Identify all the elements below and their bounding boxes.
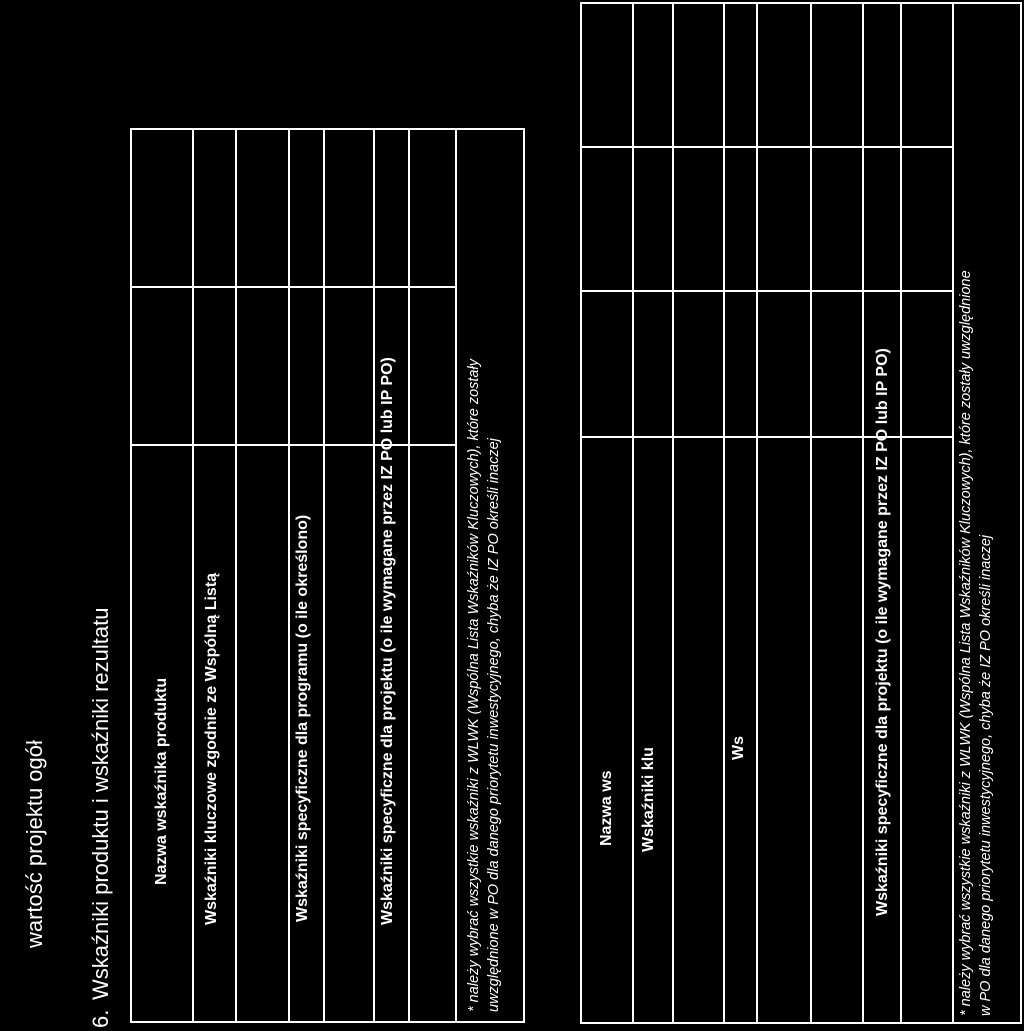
- total-value-label: wartość projektu ogół: [22, 740, 47, 948]
- table2-footnote-line1: * należy wybrać wszystkie wskaźniki z WLWK (Wspólna Lista Wskaźników Kluczowych), które zostały uwzględnione: [958, 270, 974, 1016]
- section-title: Wskaźniki produktu i wskaźniki rezultatu: [88, 607, 113, 1000]
- table2-footnote-line2: w PO dla danego priorytetu inwestycyjnego, chyba że IZ PO określi inaczej: [978, 534, 994, 1016]
- table1-footnote-line2: uwzględnione w PO dla danego priorytetu inwestycyjnego, chyba że IZ PO określi inaczej: [486, 438, 502, 1012]
- project-specific-indicators-header-2: Wskaźniki specyficzne dla projektu (o ile wymagane przez IZ PO lub IP PO): [874, 348, 891, 916]
- specific-indicators-header-truncated: Ws: [730, 736, 747, 760]
- section-number: 6.: [88, 1009, 113, 1028]
- table1-footnote-line1: * należy wybrać wszystkie wskaźniki z WLWK (Wspólna Lista Wskaźników Kluczowych), które zostały: [466, 359, 482, 1012]
- program-specific-indicators-header: Wskaźniki specyficzne dla programu (o ile określono): [294, 514, 311, 922]
- key-indicators-header-truncated: Wskaźniki klu: [640, 747, 657, 852]
- key-indicators-header: Wskaźniki kluczowe zgodnie ze Wspólną Listą: [203, 572, 220, 925]
- product-indicator-name-header: Nazwa wskaźnika produktu: [153, 677, 170, 885]
- indicator-name-header-truncated: Nazwa ws: [598, 770, 615, 846]
- project-specific-indicators-header: Wskaźniki specyficzne dla projektu (o ile wymagane przez IZ PO lub IP PO): [379, 357, 396, 925]
